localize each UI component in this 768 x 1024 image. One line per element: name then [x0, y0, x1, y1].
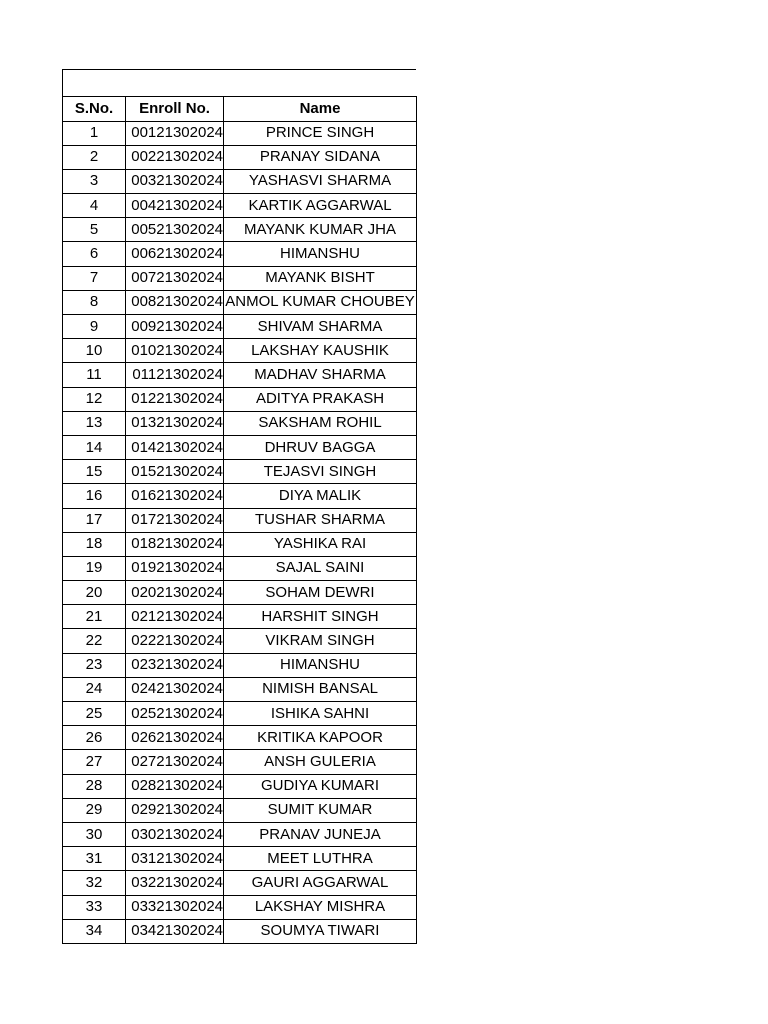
enroll-number-text: 02821302024 — [131, 777, 223, 795]
table-row — [63, 315, 417, 339]
header-enroll-number: Enroll No. — [126, 97, 224, 122]
table-row — [63, 726, 417, 750]
enroll-number-text: 03021302024 — [131, 825, 223, 843]
enroll-number-cell — [126, 508, 224, 532]
enroll-number-text: 00421302024 — [131, 196, 223, 214]
student-name-cell: LAKSHAY MISHRA — [224, 895, 417, 919]
student-name-cell: DIYA MALIK — [224, 484, 417, 508]
student-name-cell: SHIVAM SHARMA — [224, 315, 417, 339]
enroll-number-text: 02621302024 — [131, 728, 223, 746]
serial-number-cell: 8 — [63, 290, 126, 314]
serial-number-cell: 20 — [63, 581, 126, 605]
student-name-cell: PRINCE SINGH — [224, 121, 417, 145]
enroll-number-cell — [126, 339, 224, 363]
enroll-number-cell — [126, 363, 224, 387]
table-row — [63, 484, 417, 508]
enroll-number-text: 03421302024 — [131, 922, 223, 940]
serial-number-cell: 18 — [63, 532, 126, 556]
enroll-number-cell — [126, 411, 224, 435]
serial-number-cell: 24 — [63, 677, 126, 701]
student-name-cell: MADHAV SHARMA — [224, 363, 417, 387]
enroll-number-cell — [126, 822, 224, 846]
table-row — [63, 653, 417, 677]
enroll-number-text: 01821302024 — [131, 535, 223, 553]
enroll-number-cell — [126, 605, 224, 629]
table-row — [63, 822, 417, 846]
student-name-cell: LAKSHAY KAUSHIK — [224, 339, 417, 363]
table-row — [63, 750, 417, 774]
table-row — [63, 532, 417, 556]
enroll-number-text: 02021302024 — [131, 583, 223, 601]
serial-number-cell: 3 — [63, 169, 126, 193]
serial-number-cell: 27 — [63, 750, 126, 774]
table-row — [63, 774, 417, 798]
student-name-cell: YASHASVI SHARMA — [224, 169, 417, 193]
table-row — [63, 266, 417, 290]
student-name-cell: YASHIKA RAI — [224, 532, 417, 556]
serial-number-cell: 25 — [63, 702, 126, 726]
enroll-number-cell — [126, 484, 224, 508]
enroll-number-text: 00121302024 — [131, 124, 223, 142]
student-name-cell: GAURI AGGARWAL — [224, 871, 417, 895]
table-row — [63, 871, 417, 895]
table-row — [63, 169, 417, 193]
table-row — [63, 194, 417, 218]
enroll-number-text: 02421302024 — [131, 680, 223, 698]
serial-number-cell: 4 — [63, 194, 126, 218]
enroll-number-text: 00321302024 — [131, 172, 223, 190]
student-name-cell: SOHAM DEWRI — [224, 581, 417, 605]
student-name-cell: KARTIK AGGARWAL — [224, 194, 417, 218]
enroll-number-text: 00721302024 — [131, 269, 223, 287]
student-name-cell: SAKSHAM ROHIL — [224, 411, 417, 435]
serial-number-cell: 22 — [63, 629, 126, 653]
enroll-number-text: 00521302024 — [131, 220, 223, 238]
enroll-number-cell — [126, 121, 224, 145]
enroll-number-text: 02521302024 — [131, 704, 223, 722]
enroll-number-cell — [126, 726, 224, 750]
enroll-number-cell — [126, 290, 224, 314]
student-name-cell: GUDIYA KUMARI — [224, 774, 417, 798]
enroll-number-text: 01621302024 — [131, 486, 223, 504]
serial-number-cell: 16 — [63, 484, 126, 508]
table-row — [63, 629, 417, 653]
serial-number-cell: 1 — [63, 121, 126, 145]
student-name-cell: DHRUV BAGGA — [224, 435, 417, 459]
enroll-number-cell — [126, 194, 224, 218]
serial-number-cell: 5 — [63, 218, 126, 242]
enroll-number-text: 01721302024 — [131, 511, 223, 529]
enroll-number-text: 00921302024 — [131, 317, 223, 335]
student-name-cell: SAJAL SAINI — [224, 556, 417, 580]
serial-number-cell: 30 — [63, 822, 126, 846]
serial-number-cell: 12 — [63, 387, 126, 411]
student-name-cell: ISHIKA SAHNI — [224, 702, 417, 726]
enroll-number-text: 01021302024 — [131, 341, 223, 359]
student-name-cell: ADITYA PRAKASH — [224, 387, 417, 411]
enroll-number-cell — [126, 629, 224, 653]
student-name-cell: KRITIKA KAPOOR — [224, 726, 417, 750]
table-row — [63, 145, 417, 169]
enroll-number-cell — [126, 266, 224, 290]
serial-number-cell: 31 — [63, 847, 126, 871]
enroll-number-text: 01921302024 — [131, 559, 223, 577]
enroll-number-text: 02921302024 — [131, 801, 223, 819]
serial-number-cell: 14 — [63, 435, 126, 459]
student-name-cell: ANSH GULERIA — [224, 750, 417, 774]
table-row — [63, 460, 417, 484]
serial-number-cell: 7 — [63, 266, 126, 290]
serial-number-cell: 29 — [63, 798, 126, 822]
enroll-number-text: 01321302024 — [131, 414, 223, 432]
serial-number-cell: 32 — [63, 871, 126, 895]
serial-number-cell: 13 — [63, 411, 126, 435]
serial-number-cell: 11 — [63, 363, 126, 387]
enroll-number-cell — [126, 750, 224, 774]
table-row — [63, 363, 417, 387]
enroll-number-text: 02721302024 — [131, 752, 223, 770]
enroll-number-cell — [126, 919, 224, 943]
enroll-number-text: 01121302024 — [132, 365, 223, 383]
enroll-number-text: 03321302024 — [131, 898, 223, 916]
enroll-number-cell — [126, 847, 224, 871]
student-name-cell: MAYANK BISHT — [224, 266, 417, 290]
table-row — [63, 677, 417, 701]
table-row — [63, 895, 417, 919]
table-row — [63, 581, 417, 605]
table-row — [63, 242, 417, 266]
table-row — [63, 702, 417, 726]
enroll-number-text: 00221302024 — [131, 148, 223, 166]
enroll-number-text: 02221302024 — [131, 632, 223, 650]
serial-number-cell: 21 — [63, 605, 126, 629]
empty-title-row — [62, 69, 416, 96]
serial-number-cell: 23 — [63, 653, 126, 677]
enroll-number-text: 03221302024 — [131, 873, 223, 891]
student-name-cell: TUSHAR SHARMA — [224, 508, 417, 532]
spreadsheet-region — [62, 69, 416, 944]
student-name-cell: VIKRAM SINGH — [224, 629, 417, 653]
student-name-cell: MEET LUTHRA — [224, 847, 417, 871]
serial-number-cell: 33 — [63, 895, 126, 919]
enroll-number-cell — [126, 871, 224, 895]
enroll-number-cell — [126, 677, 224, 701]
enroll-number-text: 00821302024 — [131, 293, 223, 311]
serial-number-cell: 17 — [63, 508, 126, 532]
header-row — [63, 97, 417, 122]
enroll-number-cell — [126, 556, 224, 580]
table-row — [63, 411, 417, 435]
enroll-number-cell — [126, 895, 224, 919]
table-row — [63, 605, 417, 629]
enroll-number-text: 02121302024 — [131, 607, 223, 625]
serial-number-cell: 15 — [63, 460, 126, 484]
student-name-cell: HIMANSHU — [224, 242, 417, 266]
enroll-number-cell — [126, 315, 224, 339]
enroll-number-text: 01421302024 — [131, 438, 223, 456]
header-name: Name — [224, 97, 417, 122]
student-name-cell: TEJASVI SINGH — [224, 460, 417, 484]
enroll-number-text: 02321302024 — [131, 656, 223, 674]
serial-number-cell: 34 — [63, 919, 126, 943]
enroll-number-cell — [126, 702, 224, 726]
table-row — [63, 339, 417, 363]
enroll-number-cell — [126, 242, 224, 266]
table-row — [63, 919, 417, 943]
enroll-number-cell — [126, 387, 224, 411]
table-row — [63, 387, 417, 411]
table-row — [63, 121, 417, 145]
student-name-cell: SOUMYA TIWARI — [224, 919, 417, 943]
enroll-number-cell — [126, 581, 224, 605]
table-row — [63, 847, 417, 871]
table-row — [63, 508, 417, 532]
student-name-cell: NIMISH BANSAL — [224, 677, 417, 701]
table-row — [63, 435, 417, 459]
student-roster-table — [62, 96, 417, 944]
student-name-cell: PRANAV JUNEJA — [224, 822, 417, 846]
student-name-cell: PRANAY SIDANA — [224, 145, 417, 169]
serial-number-cell: 9 — [63, 315, 126, 339]
serial-number-cell: 6 — [63, 242, 126, 266]
enroll-number-text: 01521302024 — [131, 462, 223, 480]
table-row — [63, 218, 417, 242]
roster-body — [63, 121, 417, 943]
enroll-number-cell — [126, 218, 224, 242]
student-name-cell: MAYANK KUMAR JHA — [224, 218, 417, 242]
serial-number-cell: 2 — [63, 145, 126, 169]
enroll-number-cell — [126, 653, 224, 677]
enroll-number-text: 03121302024 — [131, 849, 223, 867]
enroll-number-cell — [126, 169, 224, 193]
student-name-cell: SUMIT KUMAR — [224, 798, 417, 822]
enroll-number-cell — [126, 532, 224, 556]
enroll-number-cell — [126, 460, 224, 484]
table-row — [63, 290, 417, 314]
enroll-number-text: 01221302024 — [131, 390, 223, 408]
enroll-number-text: 00621302024 — [131, 245, 223, 263]
enroll-number-cell — [126, 798, 224, 822]
serial-number-cell: 26 — [63, 726, 126, 750]
header-serial-number: S.No. — [63, 97, 126, 122]
table-row — [63, 798, 417, 822]
enroll-number-cell — [126, 774, 224, 798]
table-row — [63, 556, 417, 580]
serial-number-cell: 19 — [63, 556, 126, 580]
enroll-number-cell — [126, 145, 224, 169]
student-name-cell: ANMOL KUMAR CHOUBEY — [224, 290, 417, 314]
student-name-cell: HIMANSHU — [224, 653, 417, 677]
student-name-cell: HARSHIT SINGH — [224, 605, 417, 629]
serial-number-cell: 10 — [63, 339, 126, 363]
enroll-number-cell — [126, 435, 224, 459]
serial-number-cell: 28 — [63, 774, 126, 798]
